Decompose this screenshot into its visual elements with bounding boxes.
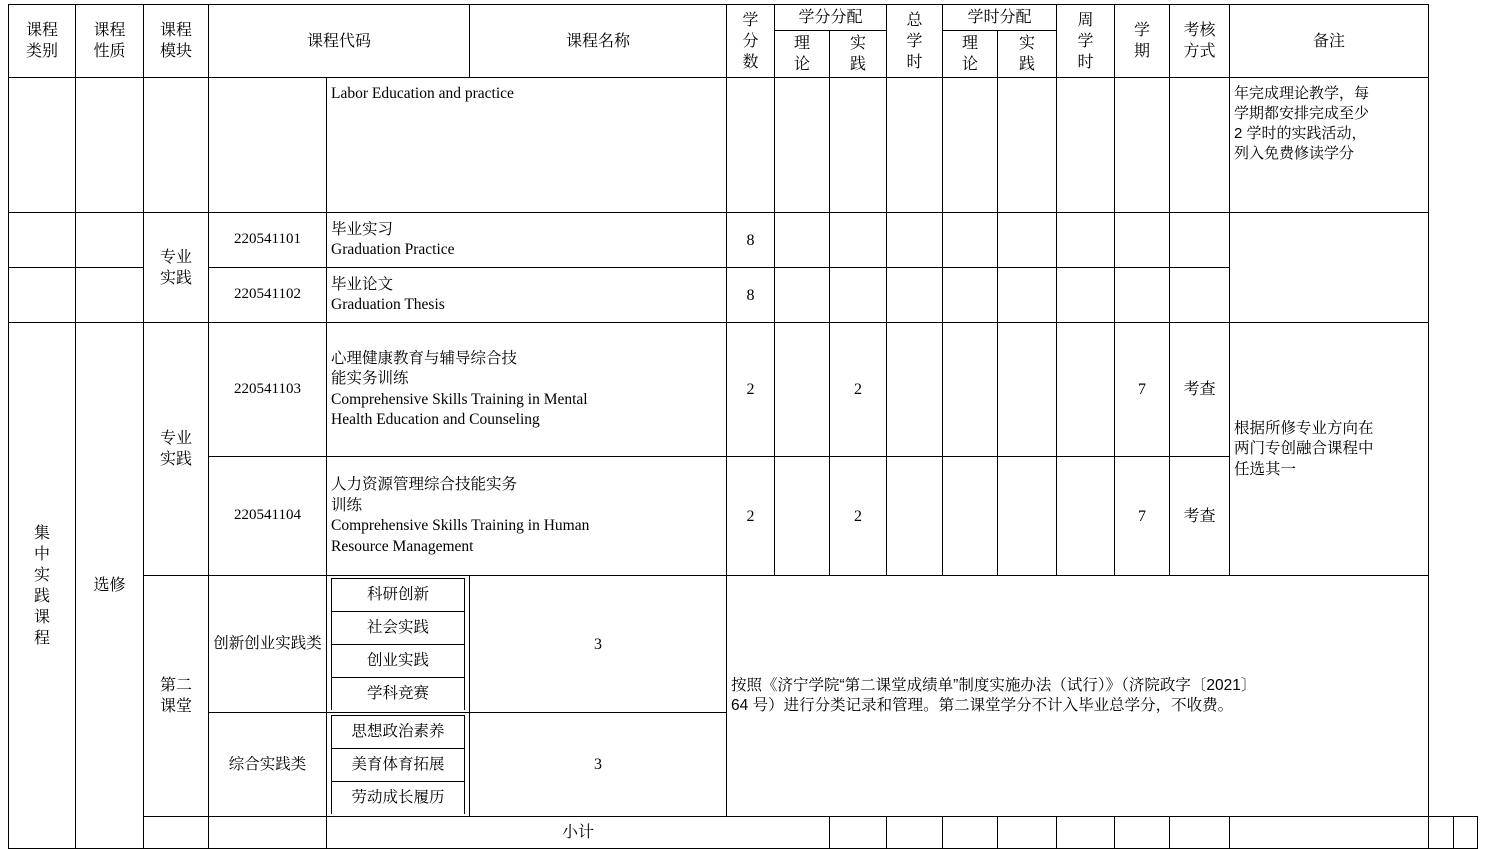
remark-line: 学期都安排完成至少 — [1234, 105, 1370, 123]
header-credit-allocation: 学分分配 — [775, 5, 887, 31]
second-classroom-items — [327, 713, 470, 817]
credits-value: 2 — [727, 457, 775, 576]
hour-practice-value — [998, 213, 1057, 268]
total-hours-value — [887, 78, 943, 213]
header-course-name: 课程名称 — [470, 5, 727, 78]
total-hours-value — [887, 213, 943, 268]
table-row — [9, 323, 1478, 457]
weekly-hours-value — [1057, 213, 1115, 268]
credits-value: 8 — [727, 268, 775, 323]
remark-line: 根据所修专业方向在 — [1234, 419, 1374, 437]
remark-line: 2 学时的实践活动， — [1234, 124, 1367, 142]
header-credit-theory: 理 论 — [775, 31, 830, 78]
header-hour-practice: 实 践 — [998, 31, 1057, 78]
course-name — [327, 268, 727, 323]
subtotal-semester — [1230, 817, 1429, 849]
hour-practice-value — [998, 457, 1057, 576]
assessment-value — [1170, 268, 1230, 323]
header-assessment: 考核 方式 — [1170, 5, 1230, 78]
remark-cell-empty — [1230, 213, 1429, 323]
credits-value: 2 — [727, 323, 775, 457]
category-cell-empty-top — [9, 78, 76, 213]
item-label: 科研创新 — [332, 579, 465, 612]
credit-theory-value — [775, 268, 830, 323]
credit-practice-value — [830, 268, 887, 323]
header-total-hours: 总 学 时 — [887, 5, 943, 78]
subtotal-total-hours — [998, 817, 1057, 849]
remark-line: 年完成理论教学，每 — [1234, 85, 1370, 103]
semester-value — [1115, 268, 1170, 323]
subtotal-hour-practice — [1115, 817, 1170, 849]
header-hour-theory: 理 论 — [943, 31, 998, 78]
course-code: 220541104 — [209, 457, 327, 576]
table-row — [9, 213, 1478, 268]
hour-theory-value — [943, 457, 998, 576]
item-label: 学科竞赛 — [332, 678, 465, 711]
table-header-row-1 — [9, 5, 1478, 31]
subtotal-label: 小计 — [327, 817, 830, 849]
header-course-nature: 课程 性质 — [76, 5, 144, 78]
header-course-code: 课程代码 — [209, 5, 470, 78]
credits-value: 8 — [727, 213, 775, 268]
hour-theory-value — [943, 78, 998, 213]
module-professional-practice-top: 专业 实践 — [144, 213, 209, 323]
header-credit-practice: 实 践 — [830, 31, 887, 78]
credit-theory-value — [775, 213, 830, 268]
total-hours-value — [887, 323, 943, 457]
assessment-value: 考查 — [1170, 323, 1230, 457]
subtotal-nature-empty — [209, 817, 327, 849]
nature-cell-empty — [76, 213, 144, 268]
document-page — [0, 4, 1488, 842]
module-cell-empty-top — [144, 78, 209, 213]
course-name-cn: 毕业论文 — [331, 275, 394, 293]
remark-line: 两门专创融合课程中 — [1234, 440, 1374, 458]
semester-value — [1115, 78, 1170, 213]
course-code: 220541101 — [209, 213, 327, 268]
note-line: 按照《济宁学院“第二课堂成绩单”制度实施办法（试行）》（济院政字〔2021〕 — [731, 676, 1257, 694]
header-remarks: 备注 — [1230, 5, 1429, 78]
hour-theory-value — [943, 268, 998, 323]
list-item — [332, 645, 465, 678]
credit-practice-value: 2 — [830, 457, 887, 576]
module-second-classroom: 第二 课堂 — [144, 576, 209, 817]
subtotal-credit-practice — [943, 817, 998, 849]
weekly-hours-value — [1057, 323, 1115, 457]
nature-elective: 选修 — [76, 323, 144, 849]
course-name-en: Graduation Thesis — [331, 296, 445, 314]
total-hours-value — [887, 457, 943, 576]
nature-cell-empty — [76, 268, 144, 323]
weekly-hours-value — [1057, 457, 1115, 576]
module-professional-practice: 专业 实践 — [144, 323, 209, 576]
remark-line: 列入免费修读学分 — [1234, 144, 1355, 162]
subtotal-credits — [830, 817, 887, 849]
subtotal-hour-theory — [1057, 817, 1115, 849]
course-code: 220541102 — [209, 268, 327, 323]
subtotal-assessment — [1429, 817, 1453, 849]
hour-theory-value — [943, 213, 998, 268]
list-item — [332, 579, 465, 612]
course-name — [327, 323, 727, 457]
subtotal-credit-theory — [887, 817, 943, 849]
table-row — [9, 78, 1478, 213]
course-name-cn-line: 训练 — [331, 496, 363, 514]
credit-practice-value — [830, 78, 887, 213]
credit-theory-value — [775, 323, 830, 457]
list-item — [332, 678, 465, 711]
header-course-category: 课程 类别 — [9, 5, 76, 78]
assessment-value — [1170, 213, 1230, 268]
header-weekly-hours: 周 学 时 — [1057, 5, 1115, 78]
course-name-en-line: Health Education and Counseling — [331, 411, 540, 429]
course-name-cn-line: 人力资源管理综合技能实务 — [331, 476, 518, 494]
second-classroom-note — [727, 576, 1429, 817]
credits-value: 3 — [470, 576, 727, 713]
second-classroom-group-name: 创新创业实践类 — [209, 576, 327, 713]
category-concentrated-practice: 集 中 实 践 课 程 — [9, 323, 76, 849]
item-label: 思想政治素养 — [332, 716, 465, 749]
second-classroom-items — [327, 576, 470, 713]
nature-cell-empty-top — [76, 78, 144, 213]
course-name-cn-line: 心理健康教育与辅导综合技 — [331, 349, 518, 367]
list-item — [332, 782, 465, 815]
semester-value: 7 — [1115, 323, 1170, 457]
remark-line: 任选其一 — [1234, 460, 1297, 478]
total-hours-value — [887, 268, 943, 323]
credit-theory-value — [775, 78, 830, 213]
course-name-cn-line: 能实务训练 — [331, 370, 409, 388]
subtotal-category-empty — [144, 817, 209, 849]
course-name — [327, 457, 727, 576]
table-row — [9, 576, 1478, 713]
second-classroom-group-name: 综合实践类 — [209, 713, 327, 817]
item-label: 社会实践 — [332, 612, 465, 645]
assessment-value — [1170, 78, 1230, 213]
semester-value: 7 — [1115, 457, 1170, 576]
credits-value — [727, 78, 775, 213]
header-course-module: 课程 模块 — [144, 5, 209, 78]
item-label: 美育体育拓展 — [332, 749, 465, 782]
course-name-en-line: Comprehensive Skills Training in Human — [331, 517, 590, 535]
subtotal-remarks — [1453, 817, 1477, 849]
note-line: 64 号）进行分类记录和管理。第二课堂学分不计入毕业总学分，不收费。 — [731, 697, 1234, 715]
list-item — [332, 749, 465, 782]
curriculum-table — [8, 4, 1478, 849]
semester-value — [1115, 213, 1170, 268]
weekly-hours-value — [1057, 78, 1115, 213]
credit-practice-value — [830, 213, 887, 268]
header-semester: 学 期 — [1115, 5, 1170, 78]
course-name-en: Graduation Practice — [331, 241, 455, 259]
credit-practice-value: 2 — [830, 323, 887, 457]
course-code: 220541103 — [209, 323, 327, 457]
item-label: 劳动成长履历 — [332, 782, 465, 815]
second-classroom-item-list — [331, 578, 465, 710]
hour-practice-value — [998, 323, 1057, 457]
course-name: Labor Education and practice — [327, 78, 727, 213]
assessment-value: 考查 — [1170, 457, 1230, 576]
header-hour-allocation: 学时分配 — [943, 5, 1057, 31]
list-item — [332, 716, 465, 749]
course-name-cn: 毕业实习 — [331, 220, 394, 238]
category-cell-empty — [9, 268, 76, 323]
subtotal-weekly-hours — [1170, 817, 1230, 849]
second-classroom-item-list — [331, 715, 465, 814]
credit-theory-value — [775, 457, 830, 576]
category-cell-empty — [9, 213, 76, 268]
course-name — [327, 213, 727, 268]
item-label: 创业实践 — [332, 645, 465, 678]
credits-value: 3 — [470, 713, 727, 817]
course-name-en-line: Resource Management — [331, 537, 474, 555]
table-row-subtotal — [9, 817, 1478, 849]
list-item — [332, 612, 465, 645]
hour-practice-value — [998, 78, 1057, 213]
course-name-en-line: Comprehensive Skills Training in Mental — [331, 390, 588, 408]
remark-cell — [1230, 78, 1429, 213]
hour-practice-value — [998, 268, 1057, 323]
remark-professional-practice — [1230, 323, 1429, 576]
course-code — [209, 78, 327, 213]
header-credits: 学 分 数 — [727, 5, 775, 78]
hour-theory-value — [943, 323, 998, 457]
weekly-hours-value — [1057, 268, 1115, 323]
